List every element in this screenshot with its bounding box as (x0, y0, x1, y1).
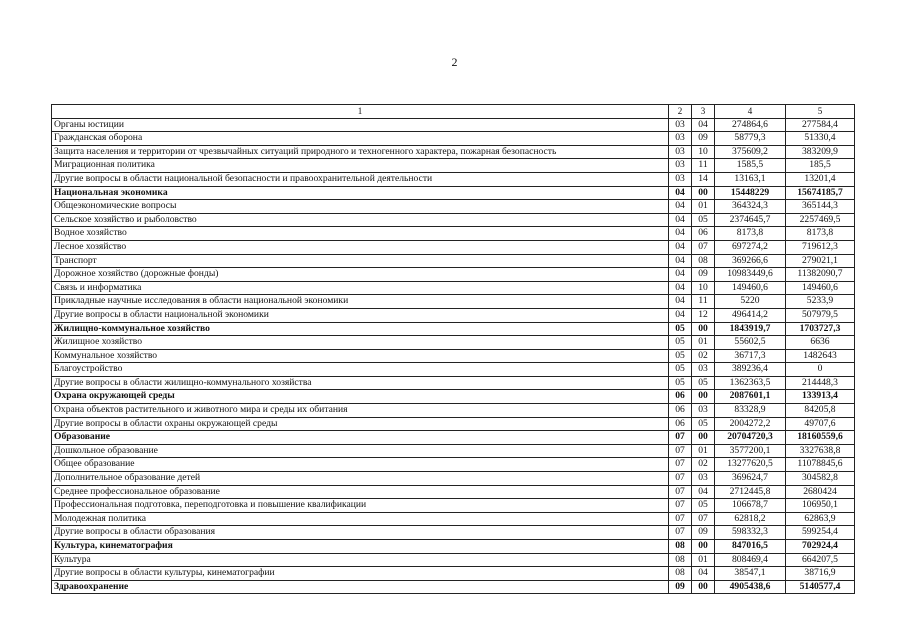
subsection-code-cell: 00 (692, 580, 715, 594)
table-row (52, 200, 855, 214)
value-col4-cell: 808469,4 (715, 553, 786, 567)
section-code-cell: 07 (669, 512, 692, 526)
subsection-code-cell: 04 (692, 485, 715, 499)
row-name-cell: Образование (52, 431, 669, 445)
row-name-cell: Транспорт (52, 254, 669, 268)
row-name-cell: Дополнительное образование детей (52, 472, 669, 486)
value-col4-cell: 36717,3 (715, 349, 786, 363)
subsection-code-cell: 01 (692, 553, 715, 567)
subsection-code-cell: 00 (692, 390, 715, 404)
subsection-code-cell: 11 (692, 159, 715, 173)
value-col5-cell: 106950,1 (786, 499, 855, 513)
row-name-cell: Гражданская оборона (52, 132, 669, 146)
table-row (52, 322, 855, 336)
table-row (52, 132, 855, 146)
section-code-cell: 07 (669, 526, 692, 540)
section-code-cell: 09 (669, 580, 692, 594)
value-col5-cell: 2680424 (786, 485, 855, 499)
row-name-cell: Другие вопросы в области охраны окружающей среды (52, 417, 669, 431)
table-row (52, 431, 855, 445)
value-col4-cell: 55602,5 (715, 336, 786, 350)
subsection-code-cell: 00 (692, 186, 715, 200)
subsection-code-cell: 05 (692, 213, 715, 227)
value-col4-cell: 2004272,2 (715, 417, 786, 431)
row-name-cell: Дорожное хозяйство (дорожные фонды) (52, 268, 669, 282)
value-col4-cell: 13277620,5 (715, 458, 786, 472)
subsection-code-cell: 01 (692, 336, 715, 350)
section-code-cell: 04 (669, 295, 692, 309)
value-col5-cell: 702924,4 (786, 540, 855, 554)
section-code-cell: 08 (669, 540, 692, 554)
table-row (52, 404, 855, 418)
value-col5-cell: 599254,4 (786, 526, 855, 540)
subsection-code-cell: 04 (692, 567, 715, 581)
value-col5-cell: 18160559,6 (786, 431, 855, 445)
subsection-code-cell: 09 (692, 526, 715, 540)
value-col4-cell: 106678,7 (715, 499, 786, 513)
table-row (52, 444, 855, 458)
section-code-cell: 04 (669, 254, 692, 268)
row-name-cell: Защита населения и территории от чрезвычайных ситуаций природного и техногенного характера, пожарная безопасность (52, 145, 669, 159)
section-code-cell: 03 (669, 172, 692, 186)
value-col4-cell: 13163,1 (715, 172, 786, 186)
value-col4-cell: 10983449,6 (715, 268, 786, 282)
subsection-code-cell: 08 (692, 254, 715, 268)
table-row (52, 145, 855, 159)
value-col5-cell: 0 (786, 363, 855, 377)
subsection-code-cell: 03 (692, 404, 715, 418)
value-col5-cell: 279021,1 (786, 254, 855, 268)
subsection-code-cell: 00 (692, 322, 715, 336)
value-col5-cell: 62863,9 (786, 512, 855, 526)
header-col-2: 2 (669, 105, 692, 119)
subsection-code-cell: 02 (692, 458, 715, 472)
row-name-cell: Другие вопросы в области национальной безопасности и правоохранительной деятельности (52, 172, 669, 186)
section-code-cell: 04 (669, 308, 692, 322)
table-row (52, 390, 855, 404)
section-code-cell: 07 (669, 499, 692, 513)
row-name-cell: Благоустройство (52, 363, 669, 377)
table-row (52, 254, 855, 268)
value-col4-cell: 369266,6 (715, 254, 786, 268)
section-code-cell: 07 (669, 485, 692, 499)
value-col5-cell: 719612,3 (786, 240, 855, 254)
section-code-cell: 04 (669, 186, 692, 200)
value-col4-cell: 149460,6 (715, 281, 786, 295)
table-row (52, 349, 855, 363)
value-col5-cell: 1703727,3 (786, 322, 855, 336)
table-row (52, 417, 855, 431)
row-name-cell: Лесное хозяйство (52, 240, 669, 254)
value-col4-cell: 38547,1 (715, 567, 786, 581)
table-row (52, 295, 855, 309)
table-row (52, 118, 855, 132)
value-col5-cell: 383209,9 (786, 145, 855, 159)
section-code-cell: 05 (669, 336, 692, 350)
value-col5-cell: 214448,3 (786, 376, 855, 390)
value-col5-cell: 15674185,7 (786, 186, 855, 200)
row-name-cell: Другие вопросы в области культуры, кинематографии (52, 567, 669, 581)
value-col5-cell: 507979,5 (786, 308, 855, 322)
value-col5-cell: 13201,4 (786, 172, 855, 186)
row-name-cell: Охрана объектов растительного и животного мира и среды их обитания (52, 404, 669, 418)
row-name-cell: Культура (52, 553, 669, 567)
value-col5-cell: 5233,9 (786, 295, 855, 309)
table-row (52, 213, 855, 227)
value-col5-cell: 304582,8 (786, 472, 855, 486)
section-code-cell: 07 (669, 431, 692, 445)
row-name-cell: Другие вопросы в области жилищно-коммунального хозяйства (52, 376, 669, 390)
table-row (52, 268, 855, 282)
table-body (52, 118, 855, 594)
subsection-code-cell: 07 (692, 240, 715, 254)
section-code-cell: 03 (669, 118, 692, 132)
row-name-cell: Культура, кинематография (52, 540, 669, 554)
table-row (52, 485, 855, 499)
value-col5-cell: 51330,4 (786, 132, 855, 146)
section-code-cell: 08 (669, 553, 692, 567)
table-row (52, 458, 855, 472)
value-col4-cell: 274864,6 (715, 118, 786, 132)
table-header (52, 105, 855, 119)
table-row (52, 186, 855, 200)
row-name-cell: Жилищно-коммунальное хозяйство (52, 322, 669, 336)
value-col5-cell: 149460,6 (786, 281, 855, 295)
subsection-code-cell: 05 (692, 376, 715, 390)
row-name-cell: Органы юстиции (52, 118, 669, 132)
table-row (52, 281, 855, 295)
value-col5-cell: 38716,9 (786, 567, 855, 581)
subsection-code-cell: 01 (692, 200, 715, 214)
section-code-cell: 05 (669, 363, 692, 377)
table-row (52, 553, 855, 567)
value-col4-cell: 58779,3 (715, 132, 786, 146)
header-row (52, 105, 855, 119)
header-col-5: 5 (786, 105, 855, 119)
subsection-code-cell: 05 (692, 499, 715, 513)
value-col5-cell: 8173,8 (786, 227, 855, 241)
section-code-cell: 03 (669, 145, 692, 159)
table-row (52, 308, 855, 322)
value-col4-cell: 4905438,6 (715, 580, 786, 594)
value-col5-cell: 84205,8 (786, 404, 855, 418)
row-name-cell: Общеэкономические вопросы (52, 200, 669, 214)
row-name-cell: Миграционная политика (52, 159, 669, 173)
row-name-cell: Национальная экономика (52, 186, 669, 200)
value-col5-cell: 664207,5 (786, 553, 855, 567)
row-name-cell: Другие вопросы в области образования (52, 526, 669, 540)
subsection-code-cell: 04 (692, 118, 715, 132)
table-row (52, 240, 855, 254)
value-col4-cell: 1585,5 (715, 159, 786, 173)
section-code-cell: 04 (669, 227, 692, 241)
table-row (52, 540, 855, 554)
row-name-cell: Общее образование (52, 458, 669, 472)
value-col4-cell: 8173,8 (715, 227, 786, 241)
subsection-code-cell: 05 (692, 417, 715, 431)
value-col5-cell: 11382090,7 (786, 268, 855, 282)
subsection-code-cell: 07 (692, 512, 715, 526)
value-col5-cell: 2257469,5 (786, 213, 855, 227)
subsection-code-cell: 00 (692, 540, 715, 554)
subsection-code-cell: 09 (692, 132, 715, 146)
header-col-1: 1 (52, 105, 669, 119)
table-row (52, 499, 855, 513)
section-code-cell: 08 (669, 567, 692, 581)
value-col4-cell: 5220 (715, 295, 786, 309)
value-col5-cell: 1482643 (786, 349, 855, 363)
row-name-cell: Охрана окружающей среды (52, 390, 669, 404)
subsection-code-cell: 06 (692, 227, 715, 241)
table-row (52, 472, 855, 486)
section-code-cell: 07 (669, 472, 692, 486)
budget-table (51, 104, 855, 594)
value-col4-cell: 369624,7 (715, 472, 786, 486)
subsection-code-cell: 11 (692, 295, 715, 309)
value-col4-cell: 2712445,8 (715, 485, 786, 499)
section-code-cell: 06 (669, 417, 692, 431)
value-col4-cell: 1362363,5 (715, 376, 786, 390)
section-code-cell: 07 (669, 458, 692, 472)
value-col5-cell: 11078845,6 (786, 458, 855, 472)
table-row (52, 512, 855, 526)
value-col4-cell: 1843919,7 (715, 322, 786, 336)
subsection-code-cell: 03 (692, 472, 715, 486)
value-col5-cell: 6636 (786, 336, 855, 350)
table-row (52, 159, 855, 173)
section-code-cell: 04 (669, 281, 692, 295)
row-name-cell: Среднее профессиональное образование (52, 485, 669, 499)
value-col5-cell: 133913,4 (786, 390, 855, 404)
section-code-cell: 04 (669, 268, 692, 282)
value-col5-cell: 3327638,8 (786, 444, 855, 458)
value-col4-cell: 496414,2 (715, 308, 786, 322)
row-name-cell: Прикладные научные исследования в области национальной экономики (52, 295, 669, 309)
section-code-cell: 07 (669, 444, 692, 458)
row-name-cell: Сельское хозяйство и рыболовство (52, 213, 669, 227)
value-col4-cell: 697274,2 (715, 240, 786, 254)
subsection-code-cell: 10 (692, 145, 715, 159)
value-col4-cell: 20704720,3 (715, 431, 786, 445)
subsection-code-cell: 10 (692, 281, 715, 295)
table-row (52, 567, 855, 581)
header-col-4: 4 (715, 105, 786, 119)
table-row (52, 580, 855, 594)
subsection-code-cell: 00 (692, 431, 715, 445)
value-col4-cell: 83328,9 (715, 404, 786, 418)
section-code-cell: 06 (669, 390, 692, 404)
section-code-cell: 05 (669, 376, 692, 390)
subsection-code-cell: 01 (692, 444, 715, 458)
table-row (52, 526, 855, 540)
row-name-cell: Коммунальное хозяйство (52, 349, 669, 363)
table-row (52, 376, 855, 390)
value-col5-cell: 5140577,4 (786, 580, 855, 594)
value-col4-cell: 2087601,1 (715, 390, 786, 404)
row-name-cell: Жилищное хозяйство (52, 336, 669, 350)
section-code-cell: 04 (669, 240, 692, 254)
subsection-code-cell: 02 (692, 349, 715, 363)
value-col4-cell: 375609,2 (715, 145, 786, 159)
section-code-cell: 04 (669, 213, 692, 227)
value-col4-cell: 62818,2 (715, 512, 786, 526)
row-name-cell: Профессиональная подготовка, переподготовка и повышение квалификации (52, 499, 669, 513)
value-col4-cell: 364324,3 (715, 200, 786, 214)
row-name-cell: Молодежная политика (52, 512, 669, 526)
value-col5-cell: 277584,4 (786, 118, 855, 132)
value-col5-cell: 49707,6 (786, 417, 855, 431)
page-number: 2 (451, 55, 458, 69)
table-row (52, 172, 855, 186)
row-name-cell: Здравоохранение (52, 580, 669, 594)
row-name-cell: Дошкольное образование (52, 444, 669, 458)
subsection-code-cell: 12 (692, 308, 715, 322)
section-code-cell: 03 (669, 159, 692, 173)
subsection-code-cell: 14 (692, 172, 715, 186)
value-col5-cell: 185,5 (786, 159, 855, 173)
value-col4-cell: 847016,5 (715, 540, 786, 554)
section-code-cell: 04 (669, 200, 692, 214)
section-code-cell: 06 (669, 404, 692, 418)
value-col4-cell: 598332,3 (715, 526, 786, 540)
value-col5-cell: 365144,3 (786, 200, 855, 214)
row-name-cell: Водное хозяйство (52, 227, 669, 241)
value-col4-cell: 389236,4 (715, 363, 786, 377)
header-col-3: 3 (692, 105, 715, 119)
table-row (52, 227, 855, 241)
table-row (52, 363, 855, 377)
value-col4-cell: 15448229 (715, 186, 786, 200)
value-col4-cell: 3577200,1 (715, 444, 786, 458)
row-name-cell: Другие вопросы в области национальной экономики (52, 308, 669, 322)
section-code-cell: 05 (669, 349, 692, 363)
table-row (52, 336, 855, 350)
section-code-cell: 03 (669, 132, 692, 146)
subsection-code-cell: 09 (692, 268, 715, 282)
subsection-code-cell: 03 (692, 363, 715, 377)
value-col4-cell: 2374645,7 (715, 213, 786, 227)
section-code-cell: 05 (669, 322, 692, 336)
row-name-cell: Связь и информатика (52, 281, 669, 295)
